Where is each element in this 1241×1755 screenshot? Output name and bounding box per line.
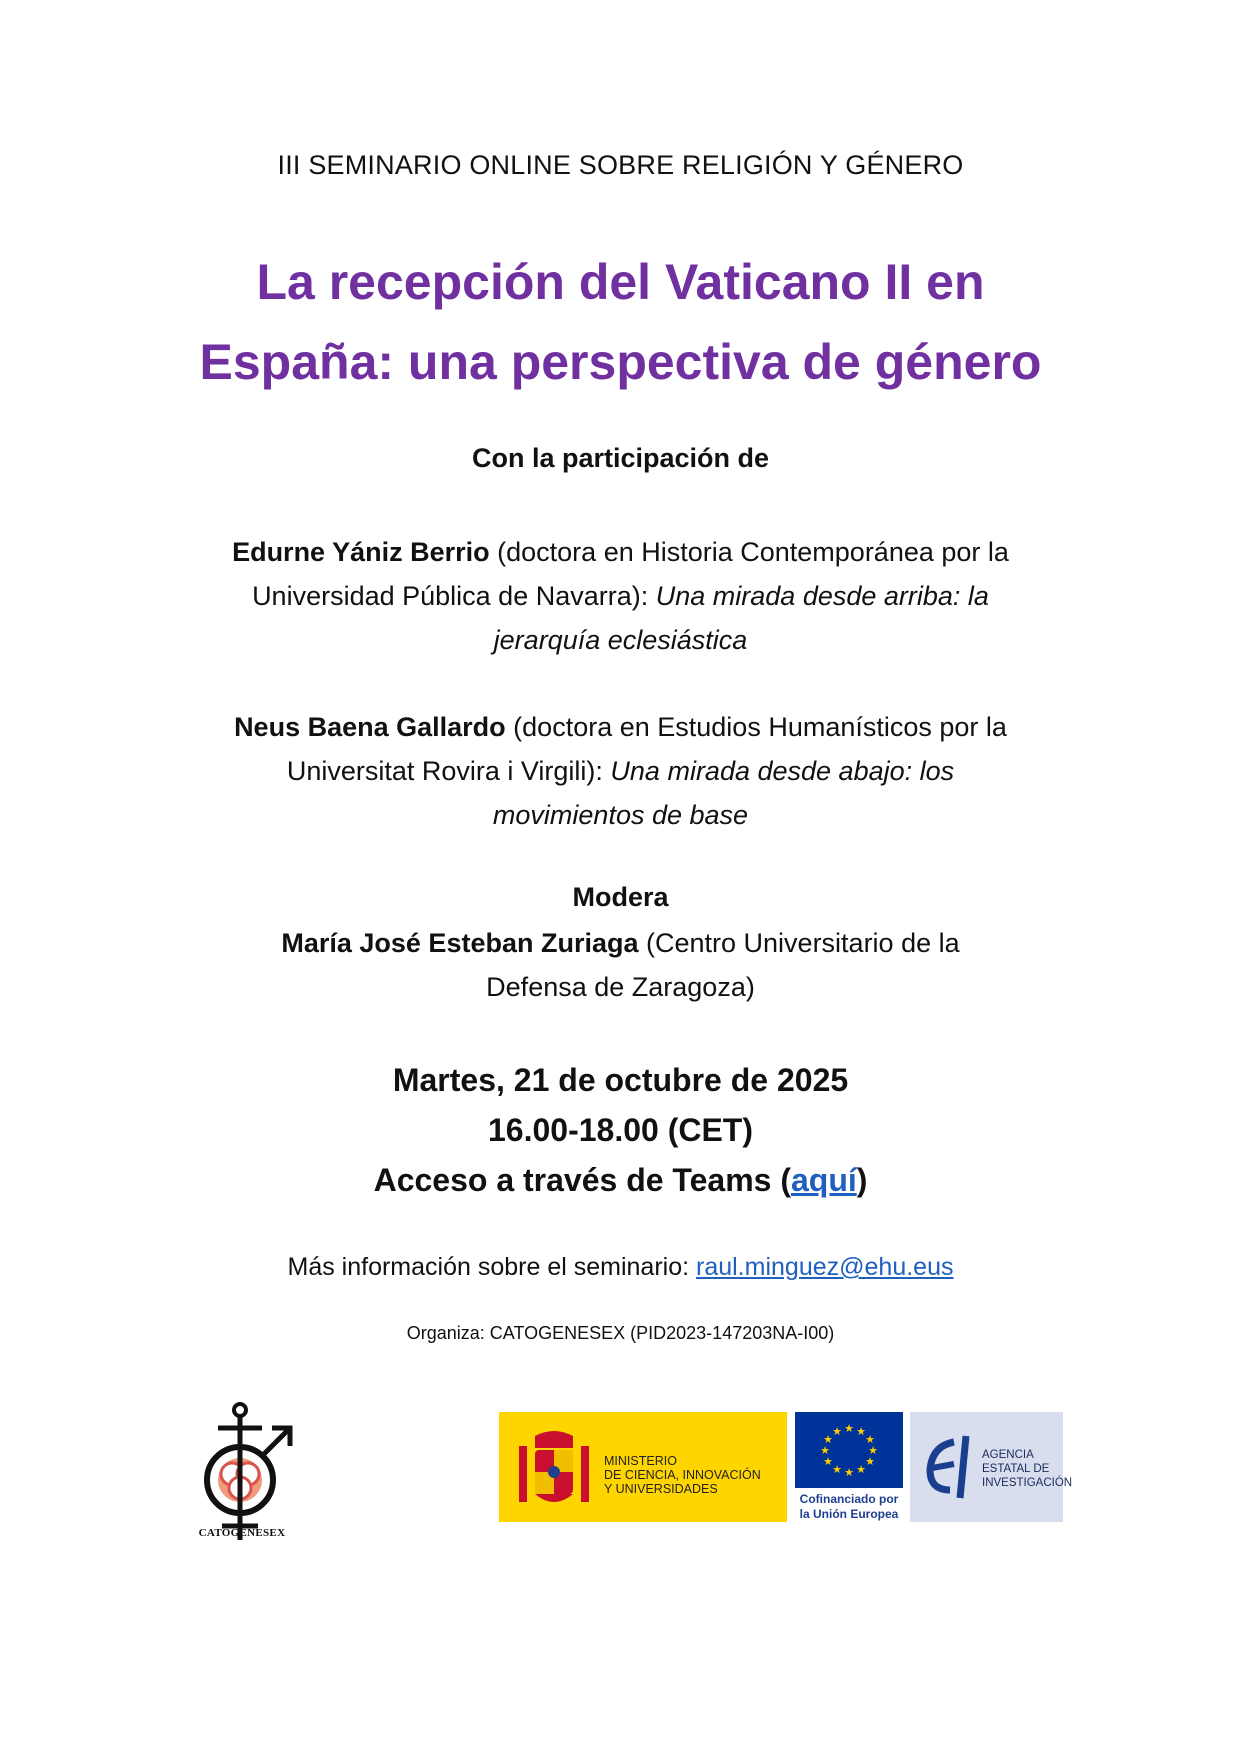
aei-emblem-icon — [920, 1432, 978, 1504]
ministry-name — [604, 1454, 761, 1496]
seminar-title — [150, 242, 1091, 402]
moderator-affiliation-1: (Centro Universitario de la — [638, 928, 960, 958]
info-label: Más información sobre el seminario: — [287, 1253, 696, 1281]
moderator-name: María José Esteban Zuriaga — [281, 928, 639, 958]
ministry-line-3: Y UNIVERSIDADES — [604, 1482, 718, 1496]
speaker-2-affiliation-2: Universitat Rovira i Virgili): — [286, 756, 611, 786]
svg-text:★: ★ — [820, 1444, 830, 1457]
svg-text:★: ★ — [856, 1425, 866, 1438]
moderator-affiliation-2: Defensa de Zaragoza) — [486, 972, 755, 1002]
ministry-logo — [499, 1412, 787, 1522]
access-suffix: ) — [856, 1162, 868, 1198]
speaker-1-affiliation-2: Universidad Pública de Navarra): — [252, 581, 656, 611]
event-time: 16.00-18.00 (CET) — [487, 1112, 753, 1148]
aei-line-2: ESTATAL DE — [982, 1463, 1050, 1475]
teams-link[interactable]: aquí — [790, 1162, 857, 1198]
speaker-2-name: Neus Baena Gallardo — [234, 712, 506, 742]
more-info — [150, 1253, 1091, 1282]
speaker-2-talk-1: Una mirada desde abajo: los — [610, 756, 955, 786]
aei-name — [982, 1448, 1072, 1490]
participation-label: Con la participación de — [471, 443, 770, 473]
speaker-1-talk-2: jerarquía eclesiástica — [493, 625, 748, 655]
catogenesex-logo-text: CATOGENESEX — [198, 1527, 286, 1539]
svg-text:★: ★ — [868, 1444, 878, 1457]
moderation-label: Modera — [572, 882, 669, 912]
catogenesex-logo-icon — [188, 1402, 298, 1540]
aei-line-3: INVESTIGACIÓN — [982, 1477, 1073, 1489]
svg-text:★: ★ — [844, 1466, 854, 1479]
title-line-1: La recepción del Vaticano II en — [256, 254, 985, 310]
aei-line-1: AGENCIA — [982, 1449, 1034, 1461]
speaker-2-affiliation-1: (doctora en Estudios Humanísticos por la — [505, 712, 1007, 742]
svg-text:★: ★ — [823, 1433, 833, 1446]
seminar-series: III SEMINARIO ONLINE SOBRE RELIGIÓN Y GÉNERO — [277, 150, 964, 180]
access-prefix: Acceso a través de Teams ( — [373, 1162, 791, 1198]
speaker-2-talk-2: movimientos de base — [492, 800, 749, 830]
organizer: Organiza: CATOGENESEX (PID2023-147203NA-I00) — [406, 1323, 835, 1343]
eu-cofinanced-text — [795, 1492, 903, 1522]
speaker-1 — [150, 530, 1091, 662]
speaker-1-affiliation-1: (doctora en Historia Contemporánea por la — [489, 537, 1009, 567]
ministry-line-1: MINISTERIO — [604, 1454, 677, 1468]
eu-line-1: Cofinanciado por — [799, 1492, 899, 1506]
speaker-1-name: Edurne Yániz Berrio — [232, 537, 490, 567]
eu-cofinanced-logo — [795, 1412, 903, 1522]
svg-text:★: ★ — [844, 1422, 854, 1435]
eu-stars-icon — [795, 1412, 903, 1488]
svg-text:★: ★ — [832, 1463, 842, 1476]
event-details — [150, 1055, 1091, 1205]
svg-text:★: ★ — [856, 1463, 866, 1476]
speaker-1-talk-1: Una mirada desde arriba: la — [655, 581, 989, 611]
eu-line-2: la Unión Europea — [799, 1507, 899, 1521]
spanish-coat-of-arms-icon — [515, 1426, 593, 1510]
email-link[interactable]: raul.minguez@ehu.eus — [696, 1253, 954, 1281]
event-date: Martes, 21 de octubre de 2025 — [392, 1062, 849, 1098]
aei-logo — [910, 1412, 1073, 1522]
eu-flag-icon — [795, 1412, 903, 1488]
event-access — [150, 1155, 1091, 1205]
svg-text:★: ★ — [823, 1455, 833, 1468]
title-line-2: España: una perspectiva de género — [199, 334, 1042, 390]
svg-text:★: ★ — [865, 1455, 875, 1468]
svg-text:★: ★ — [832, 1425, 842, 1438]
speaker-2 — [150, 705, 1091, 837]
svg-text:★: ★ — [865, 1433, 875, 1446]
ministry-line-2: DE CIENCIA, INNOVACIÓN — [604, 1468, 761, 1482]
moderator — [150, 921, 1091, 1009]
